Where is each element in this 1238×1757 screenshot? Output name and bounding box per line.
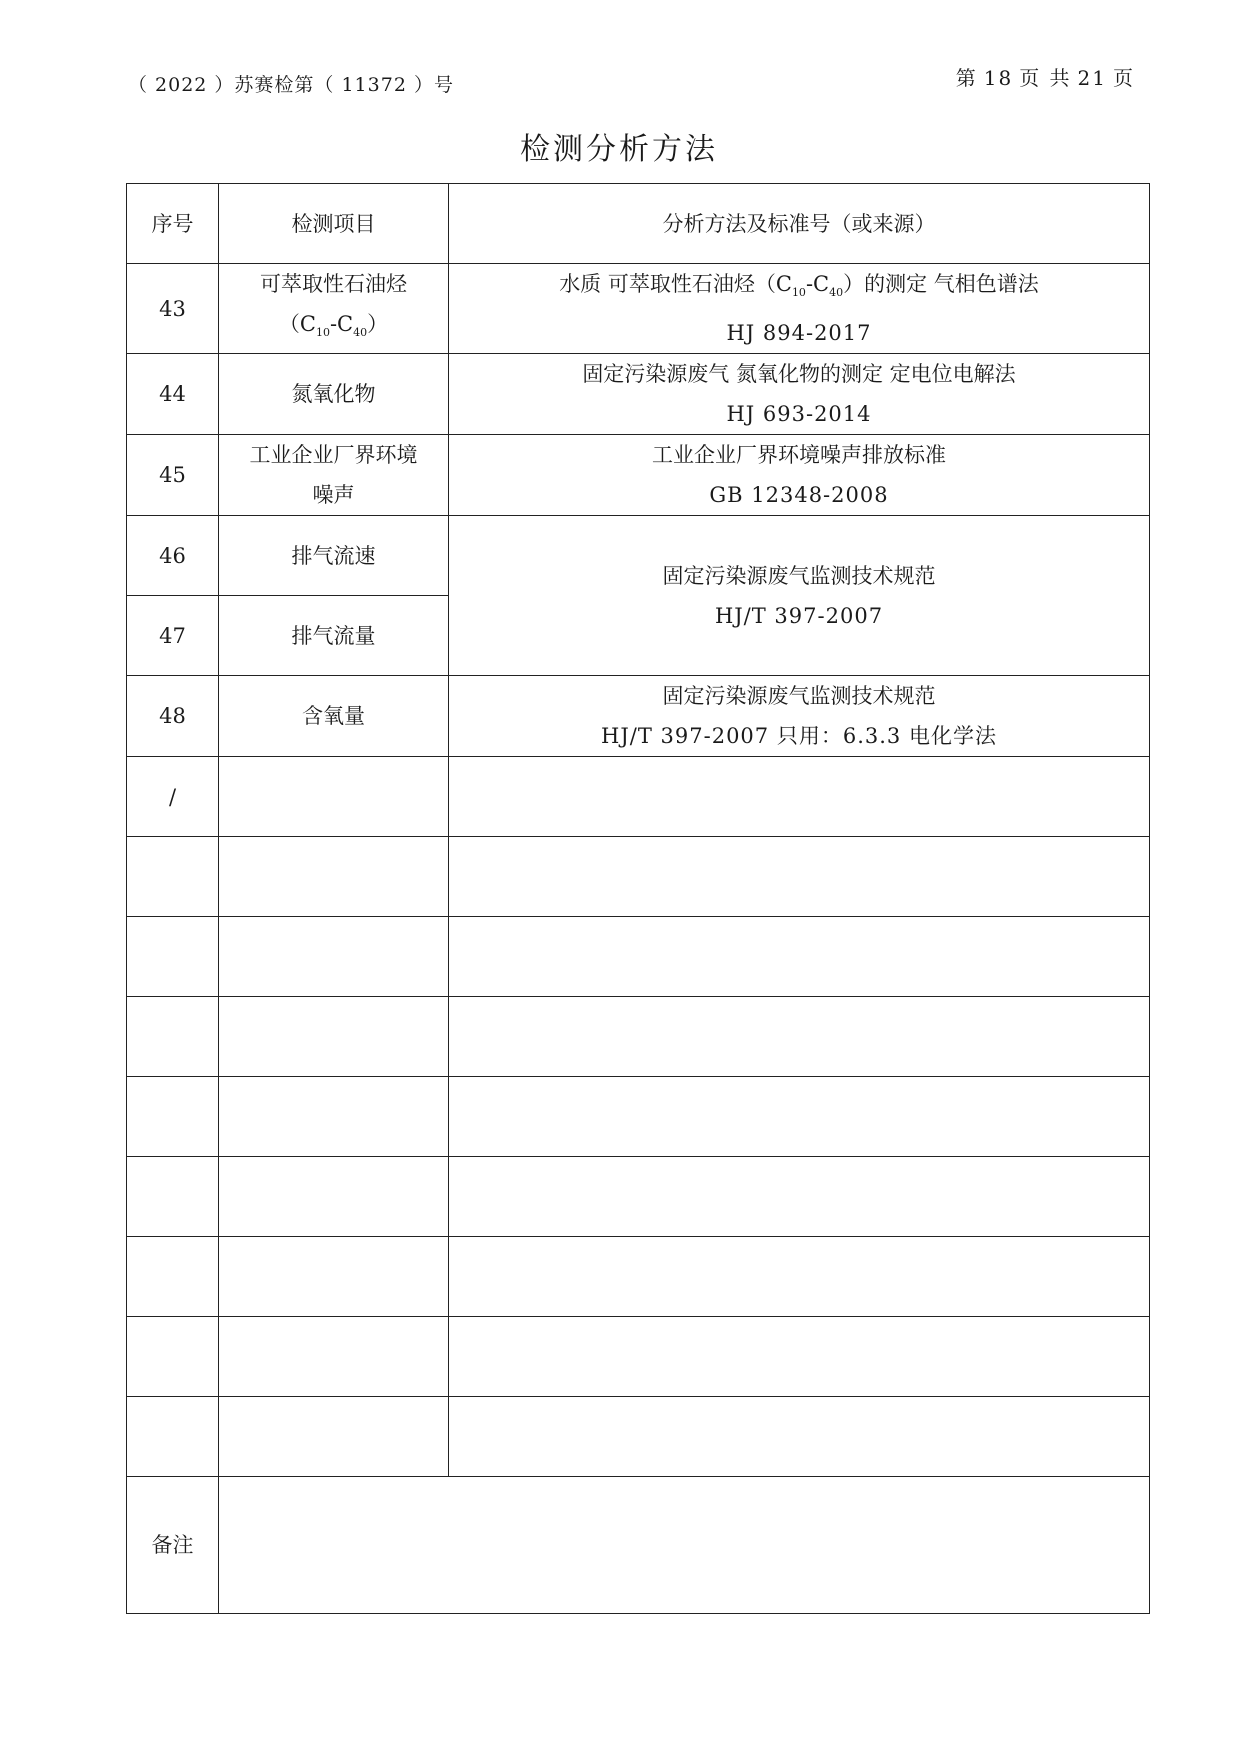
methods-table: [126, 183, 1150, 1614]
empty-cell: [127, 837, 219, 917]
table-row: [127, 757, 1150, 837]
method-line: 固定污染源废气 氮氧化物的测定 定电位电解法: [582, 362, 1016, 387]
empty-cell: [219, 837, 449, 917]
method-line: 固定污染源废气监测技术规范: [662, 563, 936, 588]
method-line: 水质 可萃取性石油烃$(C_{10}-C_{40})$的测定 气相色谱法: [559, 272, 1039, 300]
empty-cell: [127, 917, 219, 997]
table-header-row: [127, 184, 1150, 264]
item-line: 工业企业厂界环境: [249, 443, 418, 468]
row-method: [449, 264, 1150, 354]
row-item: [219, 264, 449, 354]
empty-cell: [127, 1157, 219, 1237]
empty-cell: [219, 1237, 449, 1317]
empty-row: [127, 997, 1150, 1077]
method-line: 固定污染源废气监测技术规范: [662, 684, 936, 709]
remark-content: [219, 1477, 1150, 1614]
empty-cell: [219, 1077, 449, 1157]
standard-number: HJ 693-2014: [726, 402, 872, 427]
empty-cell: [127, 1397, 219, 1477]
row-item: 含氧量: [219, 676, 449, 757]
row-method-merged: [449, 516, 1150, 676]
empty-cell: [127, 1077, 219, 1157]
table-row: [127, 354, 1150, 435]
empty-cell: [449, 917, 1150, 997]
empty-cell: [449, 1237, 1150, 1317]
page-total: 21: [1077, 66, 1107, 90]
row-no: 45: [127, 435, 219, 516]
empty-row: [127, 1157, 1150, 1237]
header-method: 分析方法及标准号（或来源）: [449, 184, 1150, 264]
empty-cell: [449, 1397, 1150, 1477]
empty-row: [127, 917, 1150, 997]
row-no: 48: [127, 676, 219, 757]
page-current: 18: [983, 66, 1014, 90]
row-item: [219, 435, 449, 516]
row-no: 46: [127, 516, 219, 596]
empty-row: [127, 1077, 1150, 1157]
empty-cell: [127, 1317, 219, 1397]
method-line: 工业企业厂界环境噪声排放标准: [652, 443, 946, 468]
standard-number: HJ 894-2017: [726, 321, 872, 346]
empty-row: [127, 1237, 1150, 1317]
row-no: 44: [127, 354, 219, 435]
page-title: 检测分析方法: [520, 132, 718, 167]
empty-cell: [127, 1237, 219, 1317]
row-item: 排气流速: [219, 516, 449, 596]
document-number: （ 2022 ）苏赛检第（ 11372 ）号: [128, 74, 454, 96]
standard-number: HJ/T 397-2007 只用：6.3.3 电化学法: [601, 724, 997, 749]
row-item: 排气流量: [219, 596, 449, 676]
table-row: [127, 435, 1150, 516]
empty-cell: [449, 997, 1150, 1077]
standard-number: GB 12348-2008: [709, 483, 889, 508]
empty-cell: [219, 917, 449, 997]
page-indicator: [953, 62, 1138, 91]
row-method: [449, 354, 1150, 435]
empty-cell: [449, 1317, 1150, 1397]
remark-row: [127, 1477, 1150, 1614]
standard-number: HJ/T 397-2007: [714, 603, 884, 628]
row-method: [449, 435, 1150, 516]
row-no: 47: [127, 596, 219, 676]
item-line: $(C_{10}-C_{40})$: [278, 312, 389, 340]
table-row: [127, 516, 1150, 596]
empty-cell: [219, 1397, 449, 1477]
empty-cell: [219, 997, 449, 1077]
remark-label: 备注: [127, 1477, 219, 1614]
table-row: [127, 676, 1150, 757]
page-label-suffix: 页: [1113, 66, 1135, 90]
page-label-prefix: 第: [955, 66, 978, 90]
row-item: 氮氧化物: [219, 354, 449, 435]
empty-cell: [127, 997, 219, 1077]
empty-row: [127, 1317, 1150, 1397]
empty-cell: [219, 1317, 449, 1397]
empty-cell: [449, 1077, 1150, 1157]
empty-row: [127, 1397, 1150, 1477]
empty-cell: [219, 1157, 449, 1237]
row-method: [449, 676, 1150, 757]
page-label-mid: 页 共: [1019, 66, 1072, 90]
empty-cell: [449, 837, 1150, 917]
row-no: /: [127, 757, 219, 837]
empty-cell: [449, 1157, 1150, 1237]
table-row: [127, 264, 1150, 354]
item-line: 噪声: [312, 483, 355, 508]
header-item: 检测项目: [219, 184, 449, 264]
row-no: 43: [127, 264, 219, 354]
empty-row: [127, 837, 1150, 917]
row-item: [219, 757, 449, 837]
item-line: 可萃取性石油烃: [260, 272, 407, 296]
row-method: [449, 757, 1150, 837]
header-no: 序号: [127, 184, 219, 264]
